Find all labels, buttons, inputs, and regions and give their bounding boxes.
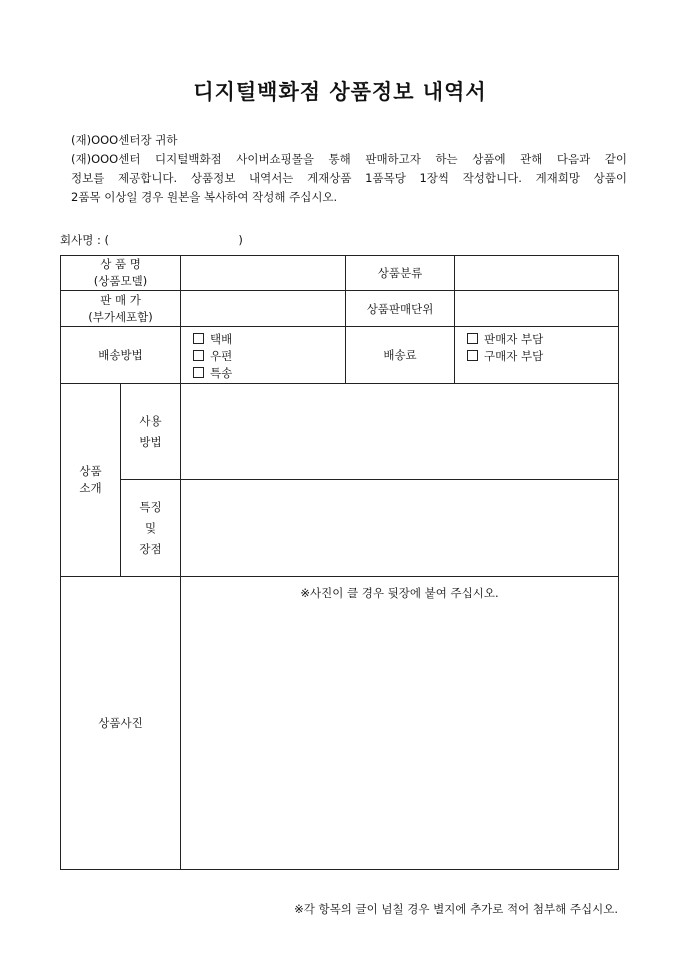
vat-included-label: (부가세포함): [88, 309, 153, 324]
intro-section: [71, 131, 627, 207]
shipping-fee-label: 배송료: [346, 327, 455, 384]
checkbox-icon[interactable]: [193, 333, 204, 344]
checkbox-icon[interactable]: [193, 367, 204, 378]
company-name-row: [60, 232, 243, 248]
delivery-method-label: 배송방법: [61, 327, 181, 384]
category-label: 상품분류: [346, 256, 455, 291]
price-label: 판 매 가: [100, 292, 141, 307]
addressee: (재)OOO센터장 귀하: [71, 133, 178, 147]
product-photo-area[interactable]: [181, 577, 619, 870]
features-label-3: 장점: [139, 541, 162, 556]
price-field[interactable]: [181, 291, 346, 327]
features-field[interactable]: [181, 480, 619, 577]
document-title: 디지털백화점 상품정보 내역서: [193, 79, 487, 104]
footnote: ※각 항목의 글이 넘칠 경우 별지에 추가로 적어 첨부해 주십시오.: [294, 902, 618, 916]
features-label-2: 및: [144, 520, 157, 535]
features-label-1: 특징: [139, 499, 162, 514]
photo-note: ※사진이 클 경우 뒷장에 붙여 주십시오.: [300, 586, 499, 600]
product-model-label: (상품모델): [93, 274, 148, 288]
product-name-field[interactable]: [181, 256, 346, 291]
checkbox-icon[interactable]: [467, 333, 478, 344]
checkbox-icon[interactable]: [467, 350, 478, 361]
product-name-label-cell: [61, 256, 181, 291]
usage-label-1: 사용: [139, 413, 162, 428]
company-name-close: ): [238, 233, 243, 247]
shipping-fee-buyer[interactable]: 구매자 부담: [467, 348, 618, 365]
delivery-option-express[interactable]: 특송: [193, 365, 345, 382]
delivery-method-options: [181, 327, 346, 384]
product-info-table: [60, 255, 619, 870]
intro-paragraph-line-1: (재)OOO센터 디지털백화점 사이버쇼핑몰을 통해 판매하고자 하는 상품에 관해 다음과 같이: [71, 152, 627, 166]
shipping-fee-options: [455, 327, 619, 384]
product-intro-label-1: 상품: [79, 464, 102, 478]
shipping-fee-seller[interactable]: 판매자 부담: [467, 331, 618, 348]
usage-field[interactable]: [181, 384, 619, 480]
features-label-cell: [121, 480, 181, 577]
intro-paragraph-line-2: 정보를 제공합니다. 상품정보 내역서는 게재상품 1품목당 1장씩 작성합니다. 게재희망 상품이: [71, 171, 627, 185]
delivery-option-post[interactable]: 우편: [193, 348, 345, 365]
sales-unit-label: 상품판매단위: [346, 291, 455, 327]
product-intro-label-cell: [61, 384, 121, 577]
category-field[interactable]: [455, 256, 619, 291]
usage-label-2: 방법: [139, 434, 162, 449]
intro-paragraph-line-3: 2품목 이상일 경우 원본을 복사하여 작성해 주십시오.: [71, 190, 338, 204]
delivery-option-parcel[interactable]: 택배: [193, 331, 345, 348]
sales-unit-field[interactable]: [455, 291, 619, 327]
product-name-label: 상 품 명: [100, 257, 141, 271]
usage-label-cell: [121, 384, 181, 480]
product-intro-label-2: 소개: [79, 481, 102, 495]
checkbox-icon[interactable]: [193, 350, 204, 361]
price-label-cell: [61, 291, 181, 327]
product-photo-label: 상품사진: [61, 577, 181, 870]
company-name-label: 회사명 : (: [60, 233, 109, 247]
